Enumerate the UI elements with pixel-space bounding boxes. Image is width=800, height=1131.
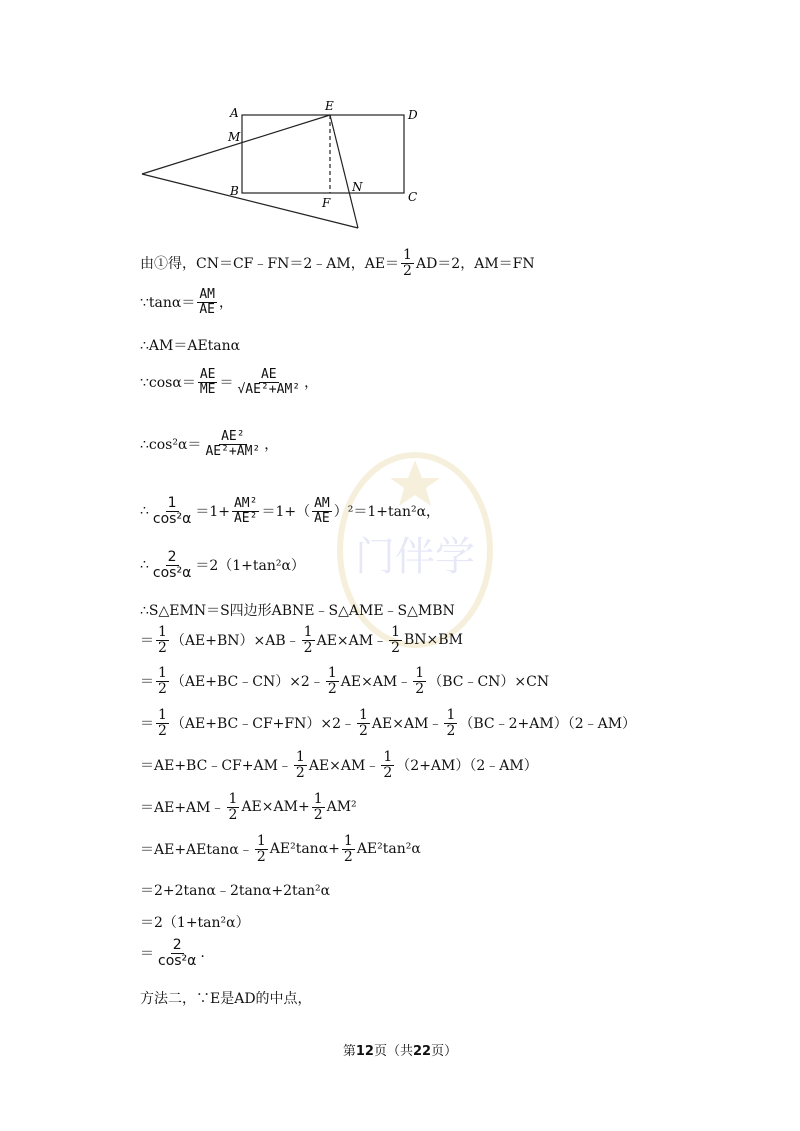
label-b: B xyxy=(230,184,239,198)
denominator: √AE²+AM² xyxy=(237,381,301,397)
line-7-pre: ∴ xyxy=(140,557,149,574)
page-footer xyxy=(0,1040,800,1059)
fraction-half xyxy=(255,834,268,864)
line-2-post: ， xyxy=(219,295,234,312)
fraction-half xyxy=(444,708,457,738)
fraction-half xyxy=(326,666,339,696)
line-6-mid: ＝1+ xyxy=(195,504,230,521)
line-4-post: ， xyxy=(304,375,319,392)
fraction xyxy=(235,368,302,396)
line-13-b: AE×AM+ xyxy=(241,799,310,816)
fraction-half xyxy=(381,750,394,780)
equals: ＝ xyxy=(219,375,234,392)
numerator: AE xyxy=(260,367,277,382)
line-12-c: （2+AM）（2﹣AM） xyxy=(396,758,538,775)
numerator: 1 xyxy=(295,749,305,765)
label-n: N xyxy=(352,180,363,194)
line-5 xyxy=(140,430,278,458)
numerator: 1 xyxy=(415,665,425,681)
numerator: 2 xyxy=(167,549,177,565)
line-13 xyxy=(140,792,357,822)
line-12-b: AE×AM﹣ xyxy=(308,758,380,775)
fraction-half xyxy=(389,625,402,655)
line-12 xyxy=(140,750,538,780)
denominator: 2 xyxy=(256,848,266,865)
denominator: 2 xyxy=(415,680,425,697)
line-18 xyxy=(140,988,312,1008)
denominator: 2 xyxy=(313,806,323,823)
fraction xyxy=(197,288,217,316)
line-7 xyxy=(140,550,305,580)
line-9 xyxy=(140,625,463,655)
line-2 xyxy=(140,288,233,316)
line-2-pre: ∵tanα＝ xyxy=(140,295,196,312)
numerator: 1 xyxy=(256,833,266,849)
denominator: ME xyxy=(199,381,216,397)
numerator: 1 xyxy=(446,707,456,723)
line-7-post: ＝2（1+tan²α） xyxy=(195,558,305,575)
numerator: 1 xyxy=(343,833,353,849)
denominator: AE xyxy=(199,301,216,317)
label-m: M xyxy=(228,130,241,144)
line-1 xyxy=(140,248,535,278)
line-18-text: 方法二，∵E是AD的中点， xyxy=(140,991,312,1007)
numerator: 1 xyxy=(228,791,238,807)
line-9-c: AE×AM﹣ xyxy=(316,633,388,650)
denominator: 2 xyxy=(446,722,456,739)
denominator: AE²+AM² xyxy=(205,443,261,459)
segment-em xyxy=(142,115,330,174)
line-10-d: （BC﹣CN）×CN xyxy=(428,674,550,691)
line-13-c: AM² xyxy=(326,799,357,816)
line-5-post: ， xyxy=(264,437,279,454)
footer-pre: 第 xyxy=(342,1044,356,1059)
fraction-half xyxy=(302,625,315,655)
fraction xyxy=(401,248,414,278)
line-12-a: ＝AE+BC﹣CF+AM﹣ xyxy=(140,758,292,775)
line-17-a: ＝ xyxy=(140,946,154,963)
line-4 xyxy=(140,368,318,396)
line-13-a: ＝AE+AM﹣ xyxy=(140,800,225,817)
denominator: 2 xyxy=(343,848,353,865)
fraction xyxy=(156,938,198,968)
line-16-text: ＝2（1+tan²α） xyxy=(140,915,250,931)
line-15 xyxy=(140,880,330,900)
line-9-b: （AE+BN）×AB﹣ xyxy=(170,633,300,650)
line-9-d: BN×BM xyxy=(404,632,463,649)
line-15-text: ＝2+2tanα﹣2tanα+2tan²α xyxy=(140,883,331,899)
numerator: 1 xyxy=(313,791,323,807)
line-10-c: AE×AM﹣ xyxy=(340,674,412,691)
rectangle-abcd xyxy=(242,115,404,193)
numerator: AM² xyxy=(233,496,258,512)
line-6 xyxy=(140,496,440,526)
fraction-half xyxy=(312,792,325,822)
line-14-b: AE²tanα+ xyxy=(269,841,340,858)
denominator: 2 xyxy=(383,764,393,781)
numerator: 1 xyxy=(158,665,167,681)
numerator: 2 xyxy=(172,937,182,953)
denominator: cos²α xyxy=(152,510,192,527)
numerator: AM xyxy=(314,496,330,512)
line-11-c: AE×AM﹣ xyxy=(371,716,443,733)
fraction xyxy=(198,368,218,396)
fraction xyxy=(151,550,193,580)
line-17-post: . xyxy=(200,945,205,962)
fraction-half xyxy=(342,834,355,864)
fraction-half xyxy=(227,792,240,822)
line-4-pre: ∵cosα＝ xyxy=(140,375,196,392)
numerator: AE² xyxy=(221,429,245,444)
numerator: 1 xyxy=(158,707,167,723)
denominator: 2 xyxy=(228,806,238,823)
denominator: 2 xyxy=(295,764,305,781)
footer-post: 页） xyxy=(431,1044,458,1059)
label-d: D xyxy=(408,108,418,122)
fraction-half xyxy=(413,666,426,696)
line-9-a: ＝ xyxy=(140,633,154,650)
numerator: 1 xyxy=(391,624,401,640)
numerator: 1 xyxy=(403,247,412,263)
fraction-half xyxy=(156,666,169,696)
denominator: 2 xyxy=(403,262,412,279)
numerator: 1 xyxy=(167,495,177,511)
denominator: AE xyxy=(314,510,330,526)
line-14 xyxy=(140,834,421,864)
fraction xyxy=(151,496,193,526)
label-a: A xyxy=(230,106,239,120)
line-17 xyxy=(140,938,205,968)
label-c: C xyxy=(408,190,418,204)
numerator: 1 xyxy=(158,624,167,640)
fraction xyxy=(203,430,262,458)
label-e: E xyxy=(325,99,334,113)
line-11-d: （BC﹣2+AM）（2﹣AM） xyxy=(459,716,637,733)
line-8 xyxy=(140,600,455,620)
denominator: AE² xyxy=(233,510,258,526)
line-3-text: ∴AM＝AEtanα xyxy=(140,338,241,354)
line-6-mid2: ＝1+（ xyxy=(261,504,311,521)
numerator: 1 xyxy=(303,624,313,640)
fraction-half xyxy=(294,750,307,780)
line-10 xyxy=(140,666,549,696)
denominator: 2 xyxy=(359,722,368,739)
line-16 xyxy=(140,912,250,932)
denominator: cos²α xyxy=(152,564,192,581)
line-6-pre: ∴ xyxy=(140,503,149,520)
label-f: F xyxy=(322,196,331,210)
line-11 xyxy=(140,708,636,738)
line-11-b: （AE+BC﹣CF+FN）×2﹣ xyxy=(170,716,355,733)
line-3 xyxy=(140,335,240,355)
line-11-a: ＝ xyxy=(140,716,154,733)
segment-en xyxy=(330,115,358,228)
line-14-a: ＝AE+AEtanα﹣ xyxy=(140,842,253,859)
line-1-pre: 由①得，CN＝CF﹣FN＝2﹣AM，AE＝ xyxy=(140,256,400,273)
numerator: AM xyxy=(199,287,216,302)
denominator: 2 xyxy=(327,680,337,697)
fraction xyxy=(232,497,259,525)
page-total: 22 xyxy=(413,1044,432,1059)
fraction-half xyxy=(156,708,169,738)
denominator: 2 xyxy=(158,680,167,697)
fraction xyxy=(312,497,332,525)
numerator: 1 xyxy=(327,665,337,681)
line-10-b: （AE+BC﹣CN）×2﹣ xyxy=(170,674,324,691)
page-number: 12 xyxy=(355,1044,374,1059)
denominator: 2 xyxy=(391,639,401,656)
denominator: 2 xyxy=(158,639,167,656)
fraction-half xyxy=(357,708,370,738)
line-6-post: ）²＝1+tan²α， xyxy=(333,504,441,521)
watermark-text: 门伴学 xyxy=(355,534,475,580)
denominator: cos²α xyxy=(158,952,197,969)
fraction-half xyxy=(156,625,169,655)
line-1-post: AD＝2，AM＝FN xyxy=(415,256,535,273)
numerator: 1 xyxy=(383,749,393,765)
denominator: 2 xyxy=(303,639,313,656)
numerator: 1 xyxy=(359,707,368,723)
line-8-text: ∴S△EMN＝S四边形ABNE﹣S△AME﹣S△MBN xyxy=(140,603,455,619)
line-5-pre: ∴cos²α＝ xyxy=(140,437,202,454)
line-10-a: ＝ xyxy=(140,674,154,691)
numerator: AE xyxy=(199,367,216,382)
line-14-c: AE²tan²α xyxy=(356,841,421,858)
geometry-figure xyxy=(120,95,440,240)
denominator: 2 xyxy=(158,722,167,739)
footer-mid: 页（共 xyxy=(373,1044,413,1059)
